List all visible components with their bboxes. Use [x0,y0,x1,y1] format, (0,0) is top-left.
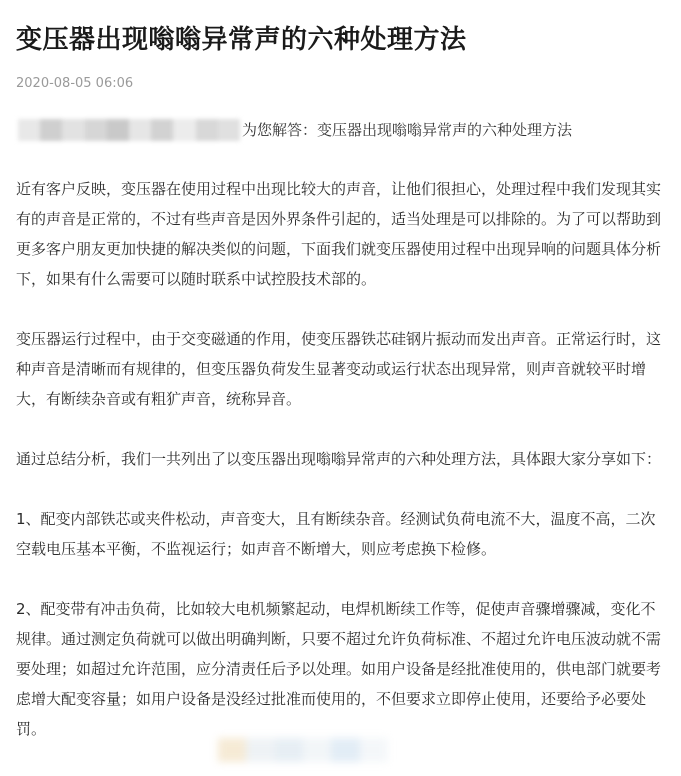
answer-intro-text: 为您解答：变压器出现嗡嗡异常声的六种处理方法 [242,121,573,139]
paragraph-cause: 变压器运行过程中，由于交变磁通的作用，使变压器铁芯硅钢片振动而发出声音。正常运行时，这种声音是清晰而有规律的，但变压器负荷发生显著变动或运行状态出现异常，则声音就较平时增大，有断续杂音或有粗犷声音，统称异音。 [16,330,662,408]
publish-date: 2020-08-05 06:06 [16,76,134,91]
article [16,0,664,744]
blurred-username [18,119,240,141]
blurred-overlay [218,738,388,762]
article-title: 变压器出现嗡嗡异常声的六种处理方法 [16,25,467,55]
paragraph-summary: 通过总结分析，我们一共列出了以变压器出现嗡嗡异常声的六种处理方法，具体跟大家分享如下： [16,450,662,468]
paragraph-intro: 近有客户反映，变压器在使用过程中出现比较大的声音，让他们很担心，处理过程中我们发现其实有的声音是正常的，不过有些声音是因外界条件引起的，适当处理是可以排除的。为了可以帮助到更多客户朋友更加快捷的解决类似的问题，下面我们就变压器使用过程中出现异响的问题具体分析下，如果有什么需要可以随时联系中试控股技术部的。 [16,180,662,288]
answer-intro-line [16,118,664,142]
paragraph-method-2: 2、配变带有冲击负荷，比如较大电机频繁起动，电焊机断续工作等，促使声音骤增骤减，变化不规律。通过测定负荷就可以做出明确判断，只要不超过允许负荷标准、不超过允许电压波动就不需要处理；如超过允许范围，应分清责任后予以处理。如用户设备是经批准使用的，供电部门就要考虑增大配变容量；如用户设备是没经过批准而使用的，不但要求立即停止使用，还要给予必要处罚。 [16,600,662,738]
paragraph-method-1: 1、配变内部铁芯或夹件松动，声音变大，且有断续杂音。经测试负荷电流不大，温度不高，二次空载电压基本平衡，不监视运行；如声音不断增大，则应考虑换下检修。 [16,510,656,558]
